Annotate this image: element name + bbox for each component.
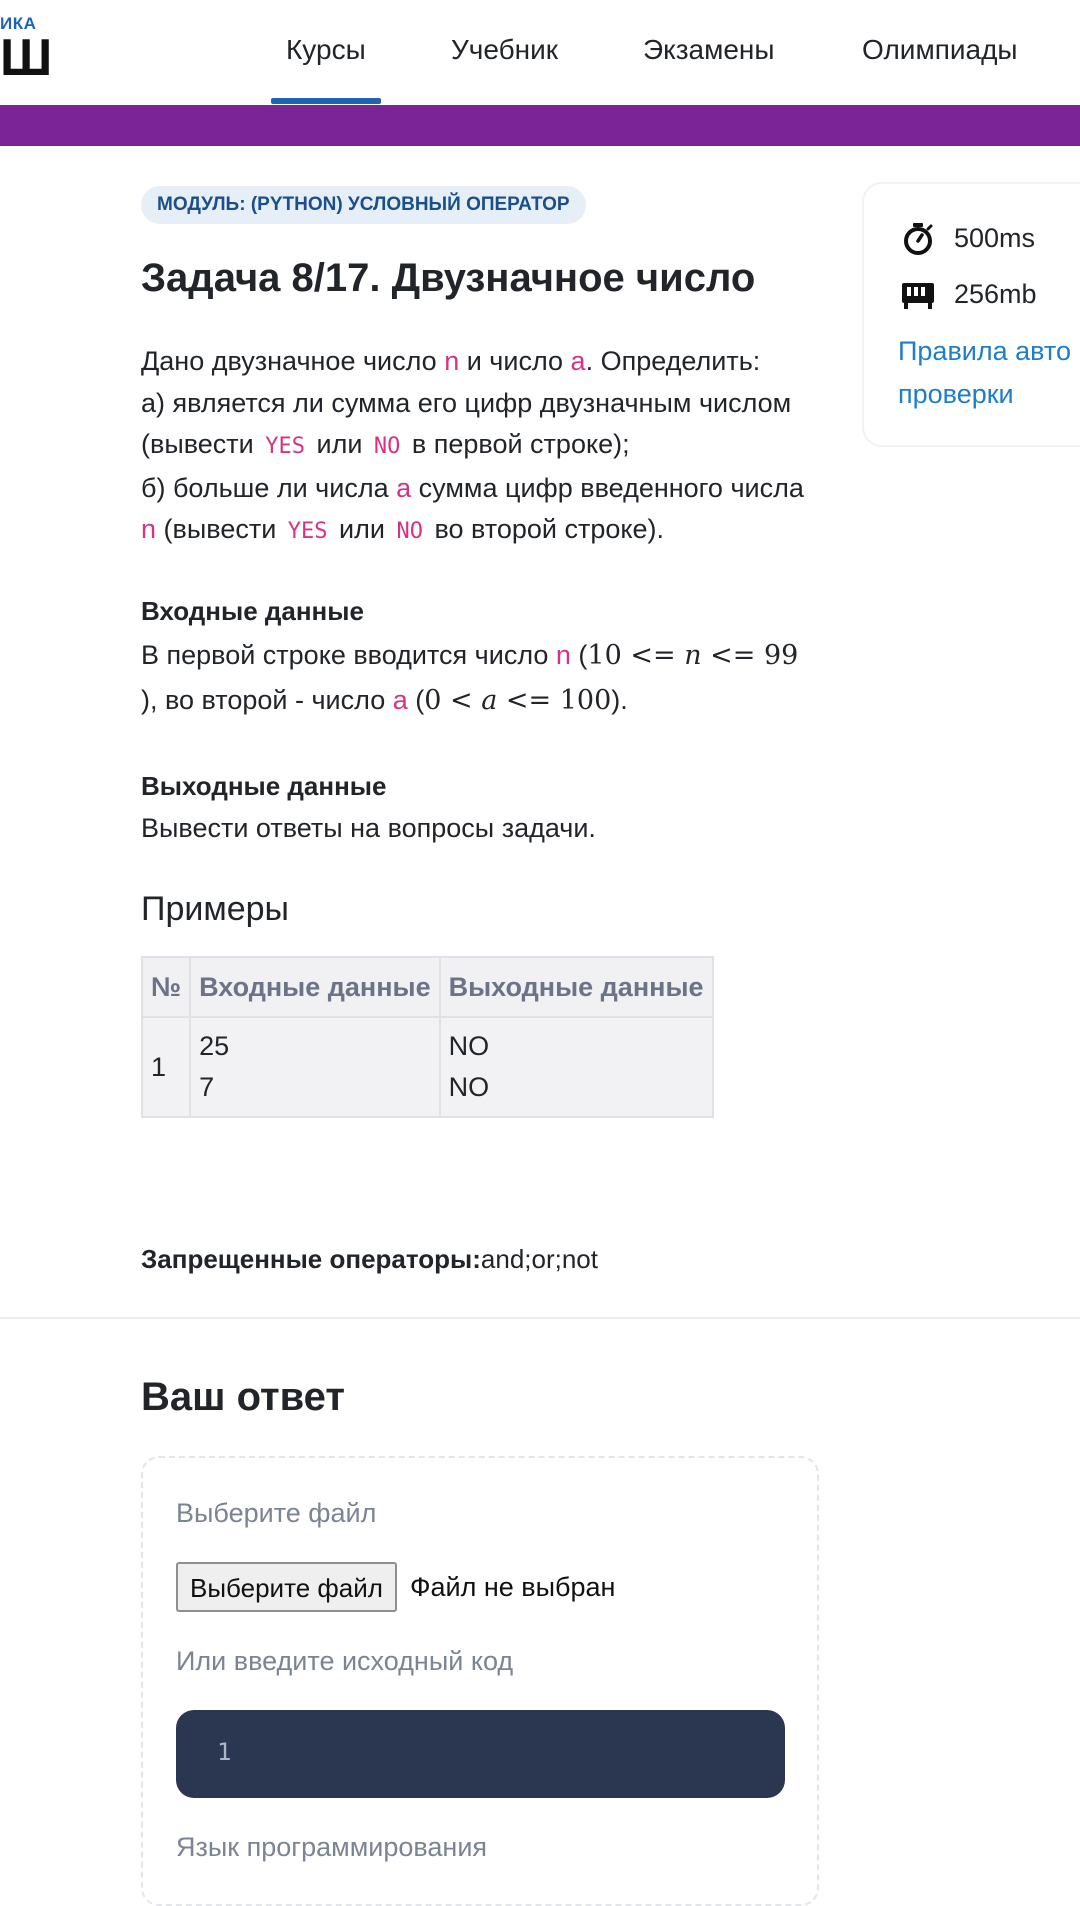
autocheck-rules-link[interactable]: Правила авто проверки — [898, 336, 1071, 409]
top-nav — [0, 0, 1080, 105]
task-statement: Дано двузначное число n и число a. Определить: а) является ли сумма его цифр двузначным числом (вывести YES или NO в первой строке); б) больше ли числа a сумма цифр введенного числа n (вывести YES или NO во второй строке). — [141, 346, 804, 544]
examples-heading: Примеры — [141, 890, 289, 928]
logo[interactable]: Ш — [0, 29, 53, 87]
language-label: Язык программирования — [176, 1832, 488, 1862]
time-limit: 500ms — [954, 223, 1036, 253]
math-range-n: 10 <= n <= 99 — [587, 640, 799, 671]
examples-table — [141, 956, 714, 1118]
math-range-a: 0 < a <= 100 — [424, 685, 612, 716]
choose-file-button[interactable]: Выберите файл — [176, 1562, 397, 1612]
var-n: n — [444, 346, 460, 376]
task-title: Задача 8/17. Двузначное число — [141, 256, 756, 300]
example-output[interactable]: NO NO — [440, 1017, 713, 1117]
output-heading: Выходные данные — [141, 771, 387, 801]
module-badge[interactable]: МОДУЛЬ: (PYTHON) УСЛОВНЫЙ ОПЕРАТОР — [141, 186, 586, 224]
code-label: Или введите исходный код — [176, 1646, 514, 1676]
column-header-output: Выходные данные — [440, 957, 713, 1017]
stopwatch-icon — [900, 221, 936, 257]
file-label: Выберите файл — [176, 1498, 377, 1528]
header-accent-bar — [0, 105, 1080, 146]
line-number: 1 — [217, 1738, 232, 1766]
code-editor[interactable] — [176, 1710, 785, 1798]
file-status: Файл не выбран — [410, 1572, 616, 1602]
memory-icon — [900, 277, 936, 313]
input-heading: Входные данные — [141, 596, 364, 626]
nav-item-exams[interactable]: Экзамены — [643, 34, 775, 65]
nav-item-courses[interactable]: Курсы — [286, 34, 366, 65]
example-input[interactable]: 25 7 — [190, 1017, 440, 1117]
nav-item-olympiads[interactable]: Олимпиады — [862, 34, 1018, 65]
example-number: 1 — [142, 1017, 190, 1117]
inline-code-no: NO — [373, 434, 401, 459]
column-header-input: Входные данные — [190, 957, 440, 1017]
memory-limit: 256mb — [954, 279, 1037, 309]
column-header-number: № — [142, 957, 190, 1017]
forbidden-operators: Запрещенные операторы:and;or;not — [141, 1244, 598, 1274]
inline-code-yes: YES — [265, 434, 305, 459]
table-row — [142, 1017, 713, 1117]
output-description: Вывести ответы на вопросы задачи. — [141, 813, 596, 843]
input-description: В первой строке вводится число n (10 <= n <= 99 ), во второй - число a (0 < a <= 100). — [141, 640, 799, 716]
section-divider — [0, 1317, 1080, 1319]
answer-heading: Ваш ответ — [141, 1375, 345, 1419]
var-a: a — [570, 346, 586, 376]
logo-caption: ИКА — [0, 14, 37, 33]
active-tab-indicator — [271, 98, 381, 104]
nav-item-textbook[interactable]: Учебник — [451, 34, 559, 65]
